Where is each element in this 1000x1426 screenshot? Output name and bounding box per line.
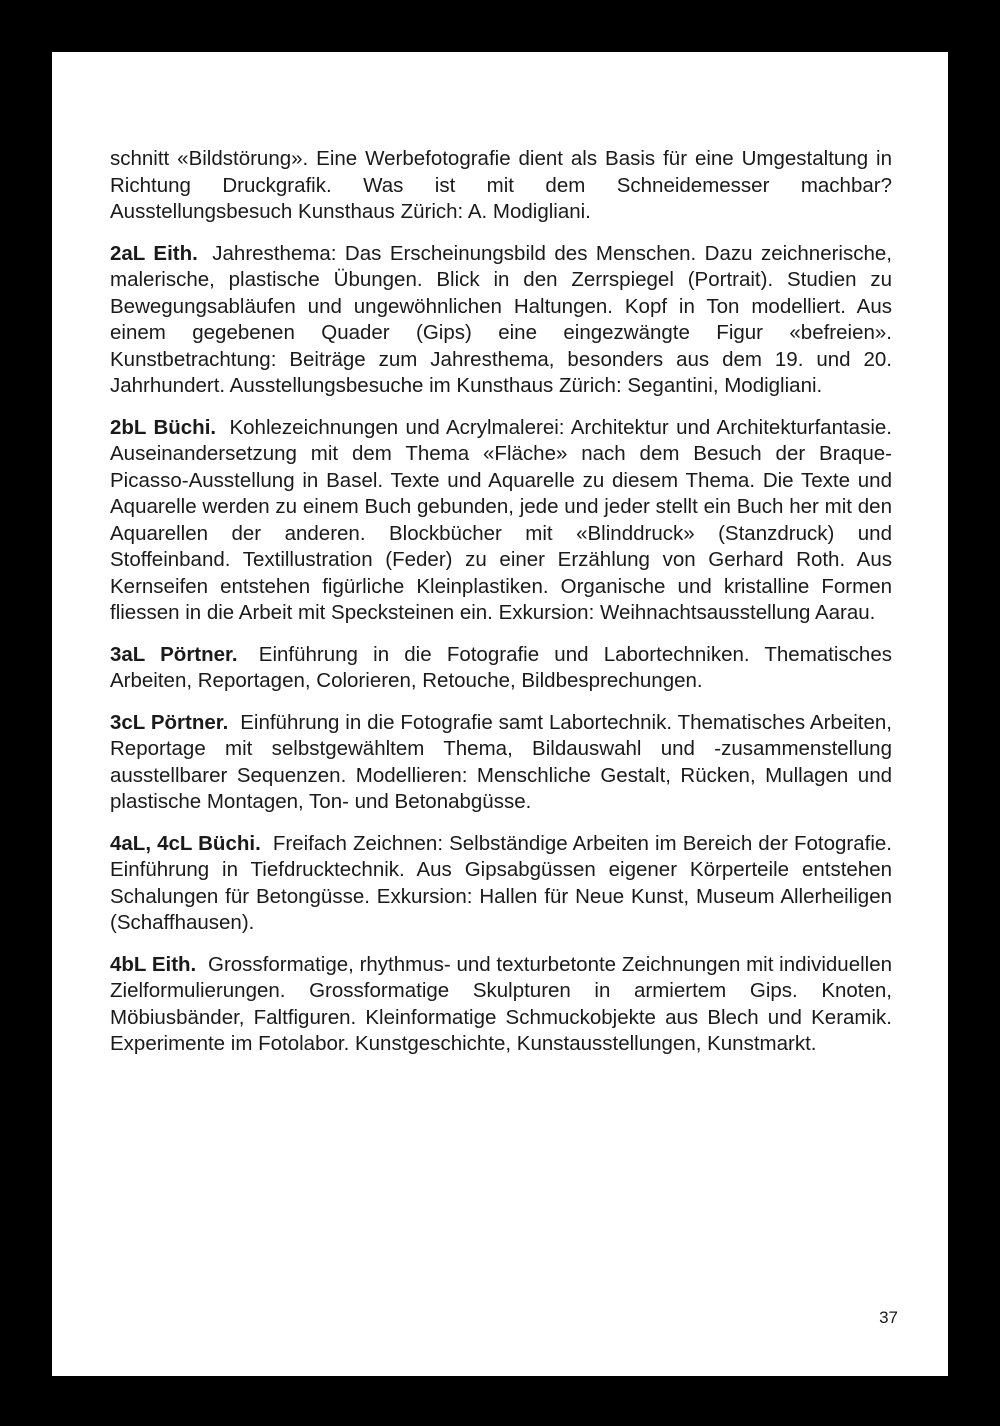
page-number: 37	[879, 1308, 898, 1327]
class-heading: 4aL, 4cL Büchi.	[110, 831, 261, 855]
paragraph-4bl	[110, 952, 892, 1058]
paragraph-text: Einführung in die Fotografie und Labortechniken. Thematisches Arbeiten, Reportagen, Colorieren, Retouche, Bildbesprechungen.	[110, 642, 892, 692]
class-heading: 2aL Eith.	[110, 241, 198, 265]
paragraph-2al	[110, 241, 892, 400]
paragraph-4al-4cl	[110, 831, 892, 937]
paragraph-intro	[110, 146, 892, 226]
class-heading: 2bL Büchi.	[110, 415, 217, 439]
paragraph-3al	[110, 642, 892, 695]
paragraph-3cl	[110, 710, 892, 816]
paragraph-text: Freifach Zeichnen: Selbständige Arbeiten im Bereich der Fotografie. Einführung in Tiefdrucktechnik. Aus Gipsabgüssen eigener Körperteile entstehen Schalungen für Betongüsse. Exkursion: Hallen für Neue Kunst, Museum Allerheiligen (Schaffhausen).	[110, 831, 892, 934]
class-heading: 3aL Pörtner.	[110, 642, 238, 666]
paragraph-text: Grossformatige, rhythmus- und texturbetonte Zeichnungen mit individuellen Zielformulierungen. Grossformatige Skulpturen in armiertem Gips. Knoten, Möbiusbänder, Faltfiguren. Kleinformatige Schmuckobjekte aus Blech und Keramik. Experimente im Fotolabor. Kunstgeschichte, Kunstausstellungen, Kunstmarkt.	[110, 952, 893, 1055]
paragraph-text: Kohlezeichnungen und Acrylmalerei: Architektur und Architekturfantasie. Auseinandersetzung mit dem Thema «Fläche» nach dem Besuch der Braque-Picasso-Ausstellung in Basel. Texte und Aquarelle zu diesem Thema. Die Texte und Aquarelle werden zu einem Buch gebunden, jede und jeder stellt ein Buch her mit den Aquarellen der anderen. Blockbücher mit «Blinddruck» (Stanzdruck) und Stoffeinband. Textillustration (Feder) zu einer Erzählung von Gerhard Roth. Aus Kernseifen entstehen figürliche Kleinplastiken. Organische und kristalline Formen fliessen in die Arbeit mit Specksteinen ein. Exkursion: Weihnachtsausstellung Aarau.	[110, 415, 892, 624]
paragraph-2bl	[110, 415, 892, 627]
class-heading: 4bL Eith.	[110, 952, 197, 976]
page-body	[110, 146, 892, 1073]
paragraph-text: schnitt «Bildstörung». Eine Werbefotografie dient als Basis für eine Umgestaltung in Richtung Druckgrafik. Was ist mit dem Schneidemesser machbar? Ausstellungsbesuch Kunsthaus Zürich: A. Modigliani.	[110, 147, 892, 223]
class-heading: 3cL Pörtner.	[110, 710, 229, 734]
paragraph-text: Einführung in die Fotografie samt Labortechnik. Thematisches Arbeiten, Reportage mit selbstgewähltem Thema, Bildauswahl und -zusammenstellung ausstellbarer Sequenzen. Modellieren: Menschliche Gestalt, Rücken, Mullagen und plastische Montagen, Ton- und Betonabgüsse.	[110, 710, 892, 813]
document-page	[52, 52, 948, 1376]
paragraph-text: Jahresthema: Das Erscheinungsbild des Menschen. Dazu zeichnerische, malerische, plastische Übungen. Blick in den Zerrspiegel (Portrait). Studien zu Bewegungsabläufen und ungewöhnlichen Haltungen. Kopf in Ton modelliert. Aus einem gegebenen Quader (Gips) eine eingezwängte Figur «befreien». Kunstbetrachtung: Beiträge zum Jahresthema, besonders aus dem 19. und 20. Jahrhundert. Ausstellungsbesuche im Kunsthaus Zürich: Segantini, Modigliani.	[110, 241, 892, 397]
